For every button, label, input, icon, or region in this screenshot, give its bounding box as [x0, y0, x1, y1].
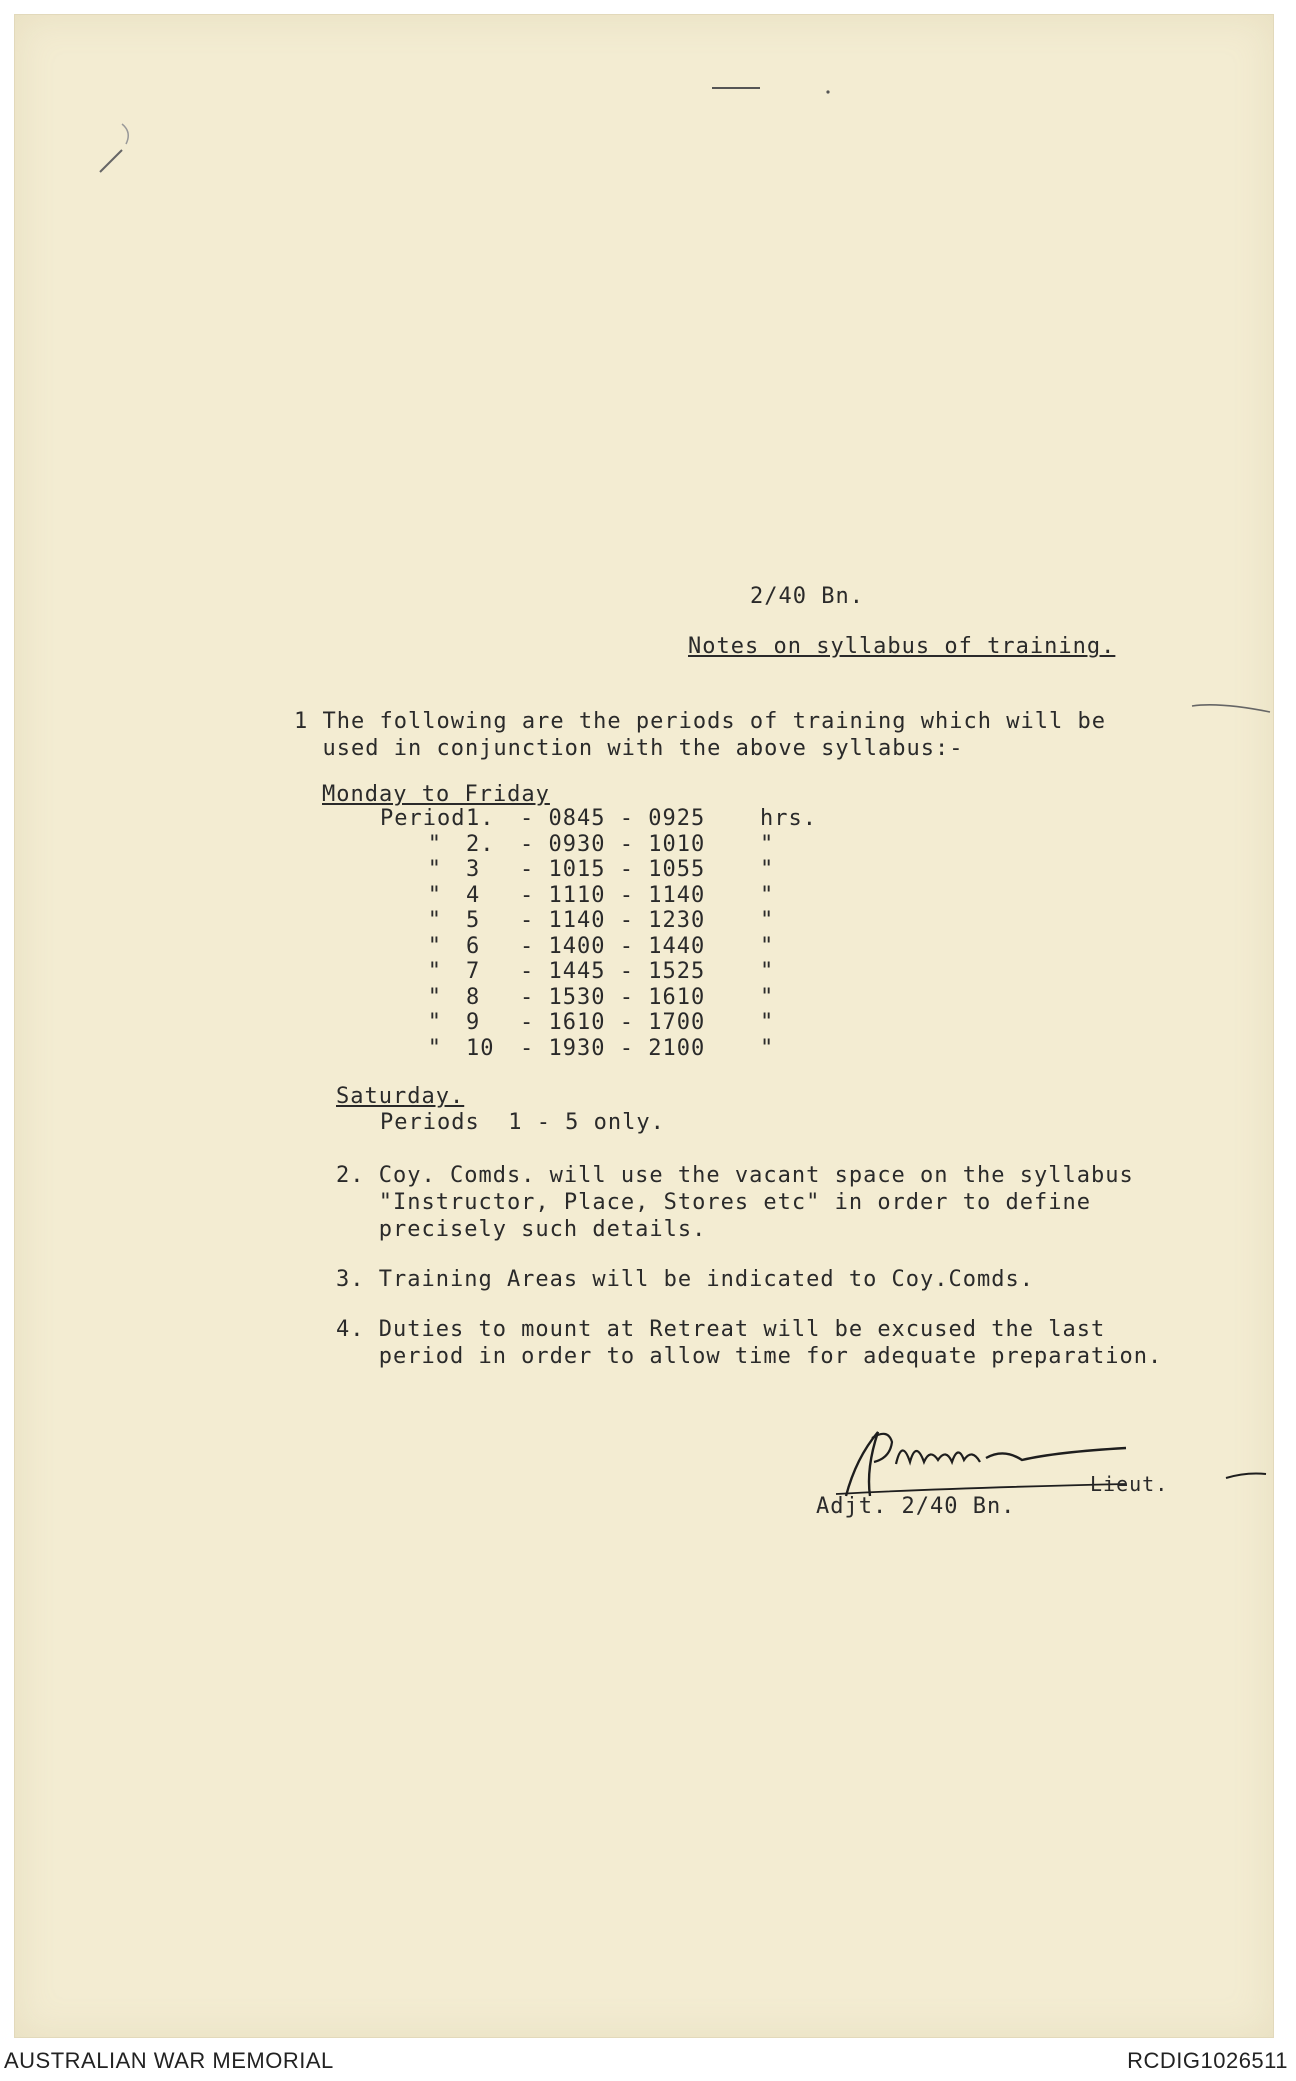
- weekday-heading: Monday to Friday: [322, 782, 550, 807]
- period-unit: ": [760, 908, 775, 933]
- period-label: ": [427, 959, 442, 984]
- period-label: ": [427, 908, 442, 933]
- period-number: 9: [466, 1010, 481, 1035]
- period-row: [380, 985, 820, 1011]
- period-row: [380, 806, 820, 832]
- period-label: ": [427, 1035, 442, 1061]
- period-time: - 1015 - 1055: [520, 857, 706, 882]
- signature-rank: Lieut.: [1090, 1472, 1169, 1496]
- saturday-heading: Saturday.: [336, 1084, 465, 1109]
- period-label: ": [427, 1010, 442, 1035]
- paragraph-1: 1 The following are the periods of training which will be used in conjunction with the above syllabus:-: [294, 709, 1106, 761]
- period-unit: ": [760, 882, 775, 908]
- period-time: - 1110 - 1140: [520, 882, 706, 908]
- footer-source-label: AUSTRALIAN WAR MEMORIAL: [4, 2048, 334, 2073]
- signature-title: Adjt. 2/40 Bn.: [816, 1494, 1016, 1519]
- period-number: 2.: [466, 831, 495, 857]
- paragraph-4: 4. Duties to mount at Retreat will be excused the last period in order to allow time for adequate preparation.: [336, 1317, 1163, 1369]
- period-unit: ": [760, 1035, 775, 1061]
- period-number: 1.: [466, 806, 495, 831]
- period-label: ": [427, 984, 442, 1010]
- period-time: - 1930 - 2100: [520, 1035, 706, 1061]
- period-label: ": [427, 933, 442, 959]
- period-time: - 1530 - 1610: [520, 984, 706, 1010]
- top-dash-mark: [708, 80, 838, 100]
- period-label: ": [427, 831, 442, 857]
- period-number: 6: [466, 933, 481, 959]
- period-unit: ": [760, 959, 775, 984]
- period-label: ": [427, 857, 442, 882]
- period-unit: ": [760, 984, 775, 1010]
- period-row: [380, 883, 820, 909]
- period-row: [380, 857, 820, 883]
- period-number: 8: [466, 984, 481, 1010]
- period-time: - 1400 - 1440: [520, 933, 706, 959]
- period-row: [380, 1010, 820, 1036]
- period-time: - 0845 - 0925: [520, 806, 706, 831]
- period-number: 5: [466, 908, 481, 933]
- period-row: [380, 959, 820, 985]
- period-unit: hrs.: [760, 806, 817, 831]
- footer-record-id: RCDIG1026511: [1127, 2048, 1288, 2073]
- period-label: ": [427, 882, 442, 908]
- period-number: 4: [466, 882, 481, 908]
- period-unit: ": [760, 857, 775, 882]
- margin-dash-mark: [1190, 700, 1280, 720]
- period-number: 10: [466, 1035, 495, 1061]
- unit-heading: 2/40 Bn.: [750, 584, 864, 609]
- period-unit: ": [760, 831, 775, 857]
- period-row: [380, 934, 820, 960]
- period-label: Period: [380, 806, 466, 831]
- period-row: [380, 832, 820, 858]
- period-row: [380, 908, 820, 934]
- period-time: - 1140 - 1230: [520, 908, 706, 933]
- saturday-periods: Periods 1 - 5 only.: [380, 1110, 665, 1135]
- period-time: - 0930 - 1010: [520, 831, 706, 857]
- paragraph-2: 2. Coy. Comds. will use the vacant space on the syllabus "Instructor, Place, Stores etc" in order to define precisely such details.: [336, 1163, 1134, 1242]
- period-time: - 1610 - 1700: [520, 1010, 706, 1035]
- corner-pencil-mark: [92, 110, 172, 190]
- periods-table: [380, 806, 820, 1061]
- period-row: [380, 1036, 820, 1062]
- period-time: - 1445 - 1525: [520, 959, 706, 984]
- period-unit: ": [760, 933, 775, 959]
- document-title: Notes on syllabus of training.: [688, 634, 1116, 659]
- period-number: 7: [466, 959, 481, 984]
- paragraph-3: 3. Training Areas will be indicated to Coy.Comds.: [336, 1267, 1035, 1292]
- period-number: 3: [466, 857, 481, 882]
- period-unit: ": [760, 1010, 775, 1035]
